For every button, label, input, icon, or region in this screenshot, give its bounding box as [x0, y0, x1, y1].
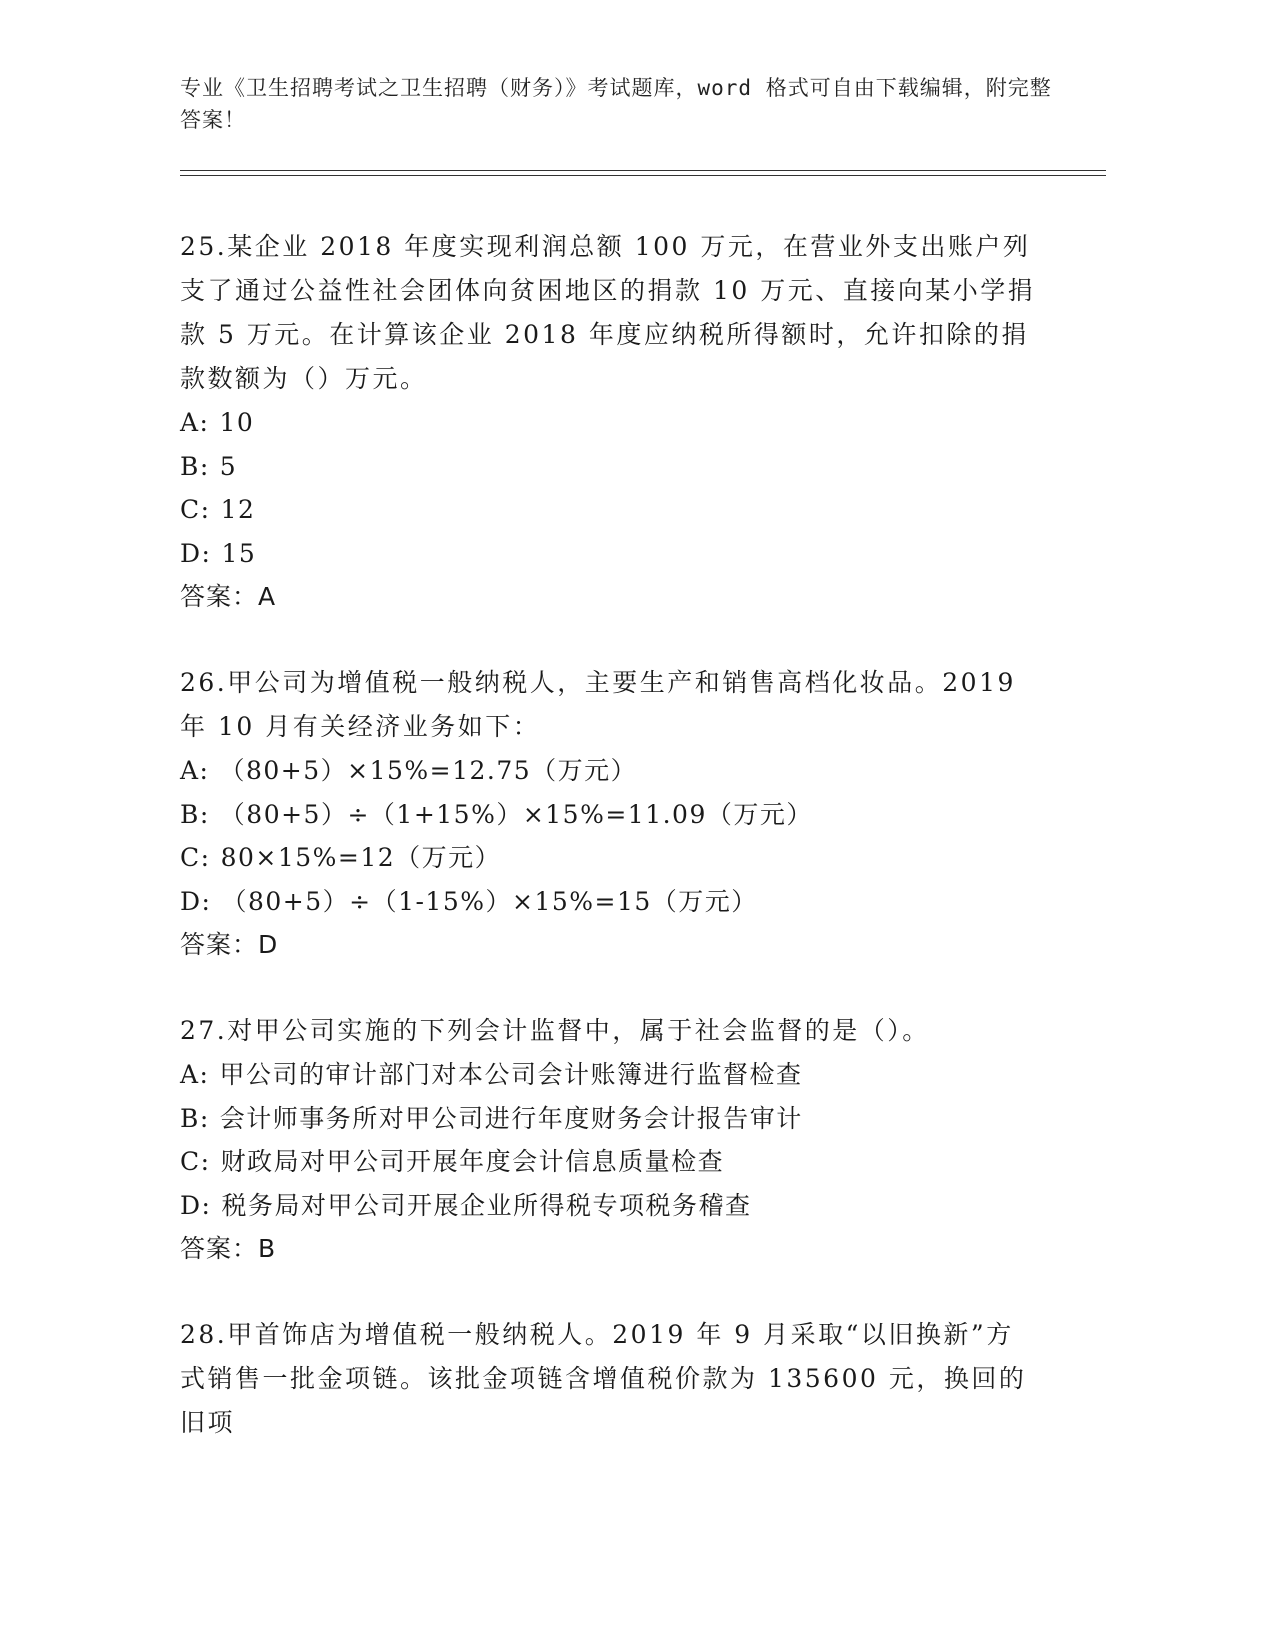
question-stem: 26.甲公司为增值税一般纳税人，主要生产和销售高档化妆品。2019 年 10 月有关经济业务如下：: [180, 668, 1016, 741]
option-label: B:: [180, 1103, 210, 1133]
option-b: [180, 445, 1040, 489]
option-text: 10: [219, 408, 255, 437]
option-label: D:: [180, 886, 212, 916]
option-label: A:: [180, 756, 210, 785]
option-label: A:: [180, 1060, 210, 1089]
page-header: 专业《卫生招聘考试之卫生招聘（财务）》考试题库，word 格式可自由下载编辑，附完整答案！: [180, 76, 1052, 132]
option-text: 15: [221, 538, 257, 568]
answer-line: 答案：A: [180, 582, 277, 611]
option-text: 财政局对甲公司开展年度会计信息质量检查: [220, 1147, 725, 1176]
option-text: 甲公司的审计部门对本公司会计账簿进行监督检查: [219, 1060, 803, 1089]
question-stem: 27.对甲公司实施的下列会计监督中，属于社会监督的是（）。: [180, 1016, 930, 1045]
option-label: C:: [180, 843, 211, 872]
option-label: B:: [180, 451, 210, 481]
option-a: [180, 401, 1040, 445]
option-a: [180, 1053, 1040, 1097]
option-label: C:: [180, 495, 211, 524]
question-27: [180, 1009, 1040, 1271]
option-c: [180, 488, 1040, 532]
question-28: [180, 1313, 1040, 1445]
option-text: （80+5）÷（1-15%）×15%=15（万元）: [221, 886, 758, 916]
option-label: B:: [180, 799, 210, 829]
option-b: [180, 793, 1040, 837]
option-d: [180, 880, 1040, 924]
header-divider-bottom: [180, 175, 1106, 176]
answer-line: 答案：B: [180, 1234, 277, 1263]
option-text: 5: [219, 451, 238, 481]
option-label: C:: [180, 1147, 211, 1176]
option-text: 80×15%=12（万元）: [220, 843, 502, 872]
option-label: A:: [180, 408, 210, 437]
question-stem: 28.甲首饰店为增值税一般纳税人。2019 年 9 月采取“以旧换新”方式销售一批金项链。该批金项链含增值税价款为 135600 元，换回的旧项: [180, 1320, 1027, 1437]
option-text: （80+5）×15%=12.75（万元）: [219, 756, 638, 785]
question-list: [180, 225, 1040, 1487]
option-b: [180, 1097, 1040, 1141]
option-text: 税务局对甲公司开展企业所得税专项税务稽查: [221, 1190, 752, 1220]
option-label: D:: [180, 1190, 212, 1220]
header-divider-top: [180, 170, 1106, 171]
option-d: [180, 1184, 1040, 1228]
answer-line: 答案：D: [180, 930, 279, 959]
question-26: [180, 661, 1040, 967]
option-a: [180, 749, 1040, 793]
option-label: D:: [180, 538, 212, 568]
question-25: [180, 225, 1040, 619]
option-c: [180, 1140, 1040, 1184]
option-text: 会计师事务所对甲公司进行年度财务会计报告审计: [219, 1103, 803, 1133]
option-text: 12: [220, 495, 256, 524]
option-d: [180, 532, 1040, 576]
option-c: [180, 836, 1040, 880]
question-stem: 25.某企业 2018 年度实现利润总额 100 万元，在营业外支出账户列支了通过公益性社会团体向贫困地区的捐款 10 万元、直接向某小学捐款 5 万元。在计算该企业 2018 年度应纳税所得额时，允许扣除的捐款数额为（）万元。: [180, 232, 1036, 393]
option-text: （80+5）÷（1+15%）×15%=11.09（万元）: [219, 799, 813, 829]
